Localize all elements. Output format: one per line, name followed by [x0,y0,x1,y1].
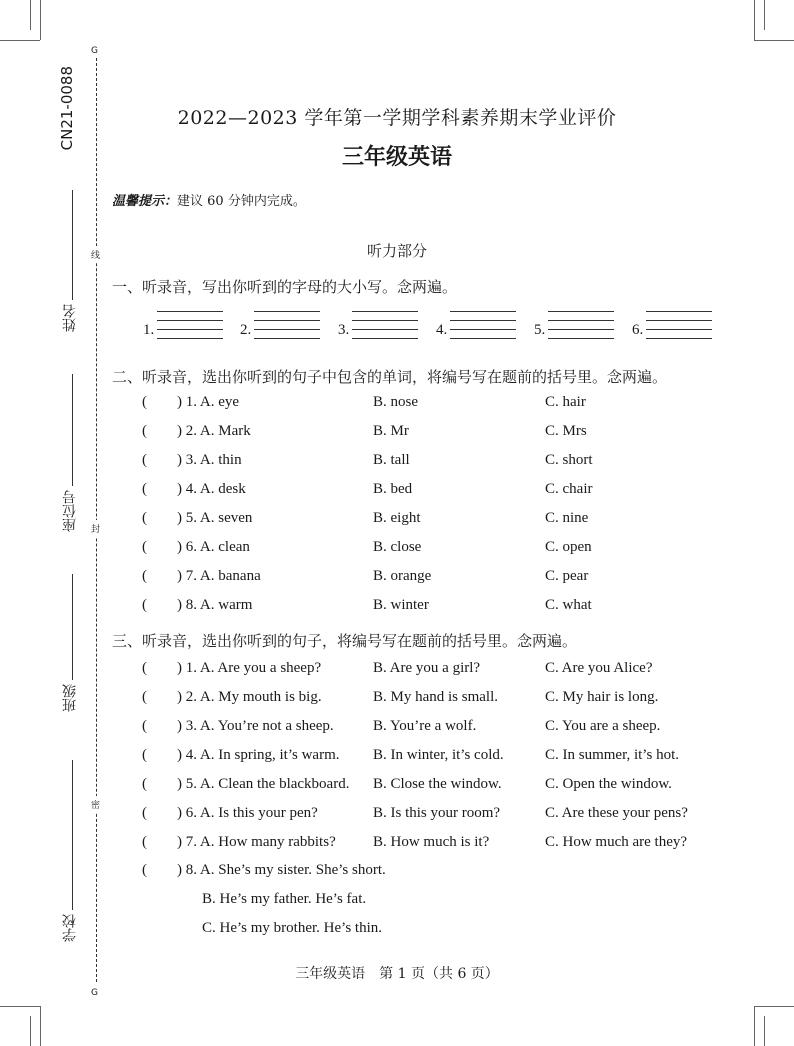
question-row [142,394,702,414]
option-b: B. Close the window. [373,776,502,792]
answer-bracket[interactable]: ( [142,423,147,439]
answer-bracket[interactable]: ( [142,805,147,821]
question-row [142,776,702,796]
option-b: B. In winter, it’s cold. [373,747,504,763]
section2-heading: 二、听录音，选出你听到的句子中包含的单词，将编号写在题前的括号里。念两遍。 [112,368,668,386]
option-c: C. what [545,597,592,613]
crop-mark-bl-v [40,1006,41,1046]
question-row [142,539,702,559]
margin-mark-mi: 密 [91,796,100,813]
option-a: ) 5. A. seven [177,510,253,526]
item-number: 6. [632,322,644,338]
margin-letter-top: G [91,46,98,56]
item-number: 4. [436,322,448,338]
letter-blank[interactable] [548,311,614,312]
crop-mark-tl-h [0,40,40,41]
question-row [142,510,702,530]
class-field[interactable] [72,574,73,680]
option-a: ) 7. A. How many rabbits? [177,834,336,850]
letter-blank[interactable] [450,338,516,339]
option-c: C. pear [545,568,589,584]
section3-q8 [142,862,642,882]
option-c: C. Are these your pens? [545,805,688,821]
letter-blank[interactable] [548,329,614,330]
paper-code: CN21-0088 [58,66,76,151]
item-number: 5. [534,322,546,338]
crop-mark-br-v [754,1006,755,1046]
answer-bracket[interactable]: ( [142,660,147,676]
letter-blank[interactable] [646,329,712,330]
tip-label: 温馨提示： [112,194,178,209]
option-b: B. bed [373,481,413,497]
option-b: B. Mr [373,423,409,439]
answer-bracket[interactable]: ( [142,510,147,526]
letter-blank[interactable] [254,320,320,321]
option-a: ) 5. A. Clean the blackboard. [177,776,350,792]
option-c: C. In summer, it’s hot. [545,747,679,763]
option-b: B. You’re a wolf. [373,718,477,734]
q8-option-a: ) 8. A. She’s my sister. She’s short. [177,862,386,878]
q8-option-c: C. He’s my brother. He’s thin. [202,920,382,936]
letter-blank[interactable] [352,338,418,339]
letter-blank[interactable] [157,311,223,312]
class-label: 班级 [62,684,78,712]
question-row [142,452,702,472]
crop-mark-br-h [754,1006,794,1007]
option-c: C. chair [545,481,593,497]
letter-blank[interactable] [352,329,418,330]
letter-blank[interactable] [254,311,320,312]
crop-mark-bl-h [0,1006,40,1007]
letter-blank[interactable] [450,320,516,321]
question-row [142,689,702,709]
crop-mark-tr-h [754,40,794,41]
margin-letter-bottom: G [91,988,98,998]
letter-blank[interactable] [254,329,320,330]
question-row [142,597,702,617]
question-row [142,834,702,854]
letter-blank[interactable] [450,329,516,330]
exam-title: 2022—2023 学年第一学期学科素养期末学业评价 [177,107,617,129]
section1-heading: 一、听录音，写出你听到的字母的大小写。念两遍。 [112,278,458,296]
crop-mark-tl-v [40,0,41,40]
name-label: 姓名 [62,304,78,332]
letter-blank[interactable] [646,320,712,321]
answer-bracket[interactable]: ( [142,597,147,613]
option-a: ) 2. A. My mouth is big. [177,689,322,705]
margin-mark-feng: 封 [91,520,100,537]
item-number: 2. [240,322,252,338]
option-b: B. How much is it? [373,834,490,850]
option-c: C. short [545,452,593,468]
tip [112,190,306,209]
question-row [142,718,702,738]
question-row [142,660,702,680]
option-a: ) 1. A. Are you a sheep? [177,660,322,676]
page-footer: 三年级英语 第 1 页（共 6 页） [295,966,499,982]
letter-blank[interactable] [646,338,712,339]
option-a: ) 3. A. thin [177,452,242,468]
crop-mark-tl-v2 [30,0,31,30]
q8-option-b-row [202,891,602,911]
option-b: B. close [373,539,422,555]
option-a: ) 8. A. warm [177,597,253,613]
answer-bracket[interactable]: ( [142,539,147,555]
part-title: 听力部分 [366,242,427,260]
letter-blank[interactable] [157,320,223,321]
option-c: C. You are a sheep. [545,718,661,734]
letter-blank[interactable] [352,311,418,312]
answer-bracket[interactable]: ( [142,718,147,734]
option-b: B. Is this your room? [373,805,501,821]
answer-bracket[interactable]: ( [142,452,147,468]
crop-mark-bl-v2 [30,1016,31,1046]
letter-blank[interactable] [157,329,223,330]
option-c: C. open [545,539,592,555]
option-c: C. hair [545,394,586,410]
option-b: B. eight [373,510,421,526]
letter-blank[interactable] [352,320,418,321]
crop-mark-tr-v2 [764,0,765,30]
school-label: 学校 [62,914,78,942]
letter-blank[interactable] [548,320,614,321]
option-b: B. tall [373,452,410,468]
letter-blank[interactable] [450,311,516,312]
seat-number-field[interactable] [72,374,73,486]
option-c: C. Are you Alice? [545,660,653,676]
school-field[interactable] [72,760,73,910]
question-row [142,423,702,443]
crop-mark-tr-v [754,0,755,40]
option-b: B. Are you a girl? [373,660,481,676]
question-row [142,481,702,501]
letter-blank[interactable] [157,338,223,339]
option-a: ) 7. A. banana [177,568,261,584]
answer-bracket[interactable]: ( [142,834,147,850]
q8-option-b: B. He’s my father. He’s fat. [202,891,367,907]
option-a: ) 6. A. clean [177,539,250,555]
option-b: B. nose [373,394,418,410]
answer-bracket[interactable]: ( [142,481,147,497]
crop-mark-br-v2 [764,1016,765,1046]
option-c: C. My hair is long. [545,689,659,705]
answer-bracket[interactable]: ( [142,689,147,705]
letter-blank[interactable] [548,338,614,339]
tip-text: 建议 60 分钟内完成。 [177,194,306,209]
answer-bracket[interactable]: ( [142,394,147,410]
exam-subtitle: 三年级英语 [341,144,452,170]
option-b: B. My hand is small. [373,689,499,705]
item-number: 1. [143,322,155,338]
letter-blank[interactable] [254,338,320,339]
option-a: ) 3. A. You’re not a sheep. [177,718,334,734]
answer-bracket[interactable]: ( [142,776,147,792]
q8-answer-bracket[interactable]: ( [142,862,147,878]
option-c: C. nine [545,510,589,526]
question-row [142,568,702,588]
margin-mark-xian: 线 [91,246,100,263]
option-a: ) 4. A. In spring, it’s warm. [177,747,340,763]
answer-bracket[interactable]: ( [142,568,147,584]
option-c: C. Mrs [545,423,587,439]
option-a: ) 4. A. desk [177,481,246,497]
option-b: B. orange [373,568,432,584]
item-number: 3. [338,322,350,338]
question-row [142,747,702,767]
answer-bracket[interactable]: ( [142,747,147,763]
option-a: ) 1. A. eye [177,394,240,410]
option-c: C. How much are they? [545,834,688,850]
option-c: C. Open the window. [545,776,672,792]
q8-option-c-row [202,920,602,940]
question-row [142,805,702,825]
section3-heading: 三、听录音，选出你听到的句子，将编号写在题前的括号里。念两遍。 [112,632,578,650]
option-b: B. winter [373,597,429,613]
option-a: ) 6. A. Is this your pen? [177,805,318,821]
letter-blank[interactable] [646,311,712,312]
seat-number-label: 座位号 [62,490,78,532]
option-a: ) 2. A. Mark [177,423,251,439]
